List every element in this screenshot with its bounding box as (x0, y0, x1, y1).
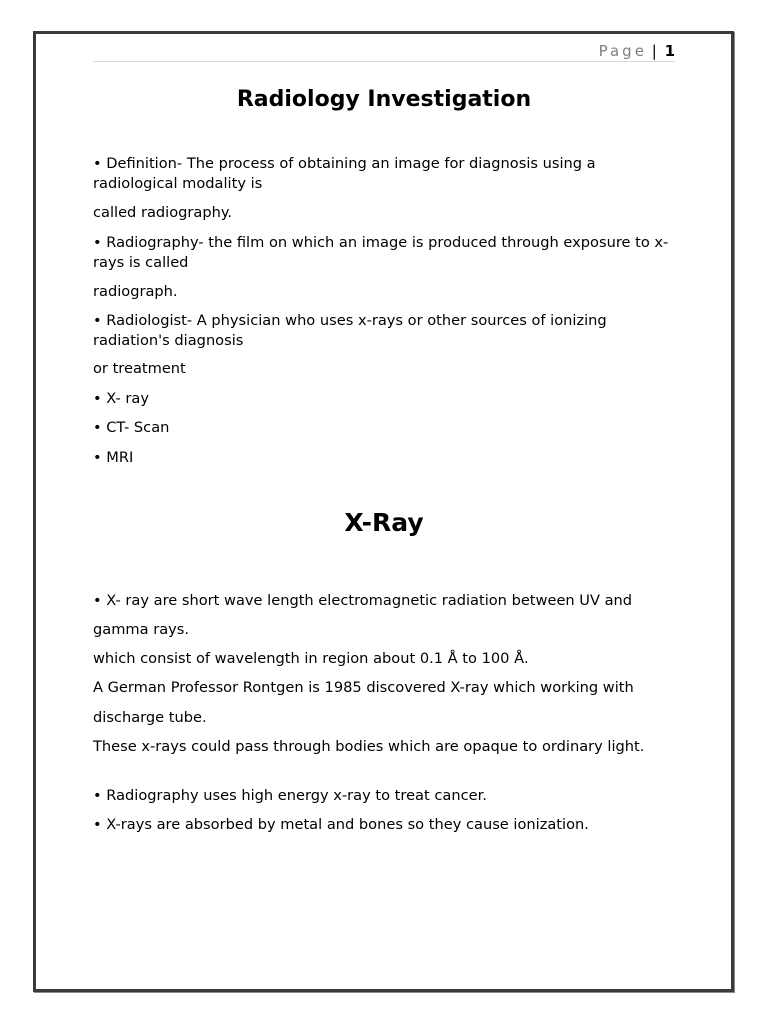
list-item (93, 786, 675, 806)
page-separator: | (651, 42, 657, 60)
page-header (93, 42, 675, 62)
bullet-mri: • MRI (93, 449, 134, 466)
radiography-continued-text: radiograph. (93, 283, 178, 300)
radiography-text: • Radiography- the film on which an image is produced through exposure to x-rays is called (93, 234, 669, 271)
bullet-ct-scan: • CT- Scan (93, 419, 170, 436)
page-number: 1 (664, 42, 675, 60)
list-item (93, 418, 675, 438)
rontgen-text: A German Professor Rontgen is 1985 discovered X-ray which working with (93, 679, 634, 696)
paragraph (93, 591, 675, 611)
rontgen-continued-text: discharge tube. (93, 709, 207, 726)
section-title-radiology-investigation: Radiology Investigation (236, 87, 532, 112)
definition-continued-text: called radiography. (93, 204, 233, 221)
radiologist-continued-text: or treatment (93, 360, 186, 377)
list-item (93, 815, 675, 835)
paragraph (93, 154, 675, 193)
bullet-radiography-cancer: • Radiography uses high energy x-ray to treat cancer. (93, 787, 487, 804)
section-title-x-ray: X-Ray (344, 508, 424, 537)
bullet-xray: • X- ray (93, 390, 150, 407)
paragraph (93, 233, 675, 272)
list-item (93, 448, 675, 468)
wavelength-text: which consist of wavelength in region about 0.1 Å to 100 Å. (93, 650, 529, 667)
paragraph (93, 359, 675, 379)
radiologist-text: • Radiologist- A physician who uses x-rays or other sources of ionizing radiation's diagnosis (93, 312, 607, 349)
opaque-bodies-text: These x-rays could pass through bodies which are opaque to ordinary light. (93, 738, 645, 755)
paragraph (93, 282, 675, 302)
xray-definition-text: • X- ray are short wave length electromagnetic radiation between UV and (93, 592, 633, 609)
paragraph (93, 203, 675, 223)
paragraph (93, 737, 675, 757)
page-label: Page (598, 42, 647, 60)
bullet-absorbed-metal-bones: • X-rays are absorbed by metal and bones so they cause ionization. (93, 816, 589, 833)
paragraph (93, 708, 675, 728)
paragraph (93, 678, 675, 698)
xray-definition-continued-text: gamma rays. (93, 621, 190, 638)
paragraph (93, 649, 675, 669)
list-item (93, 389, 675, 409)
definition-text: • Definition- The process of obtaining an image for diagnosis using a radiological modality is (93, 155, 596, 192)
paragraph (93, 311, 675, 350)
paragraph (93, 620, 675, 640)
